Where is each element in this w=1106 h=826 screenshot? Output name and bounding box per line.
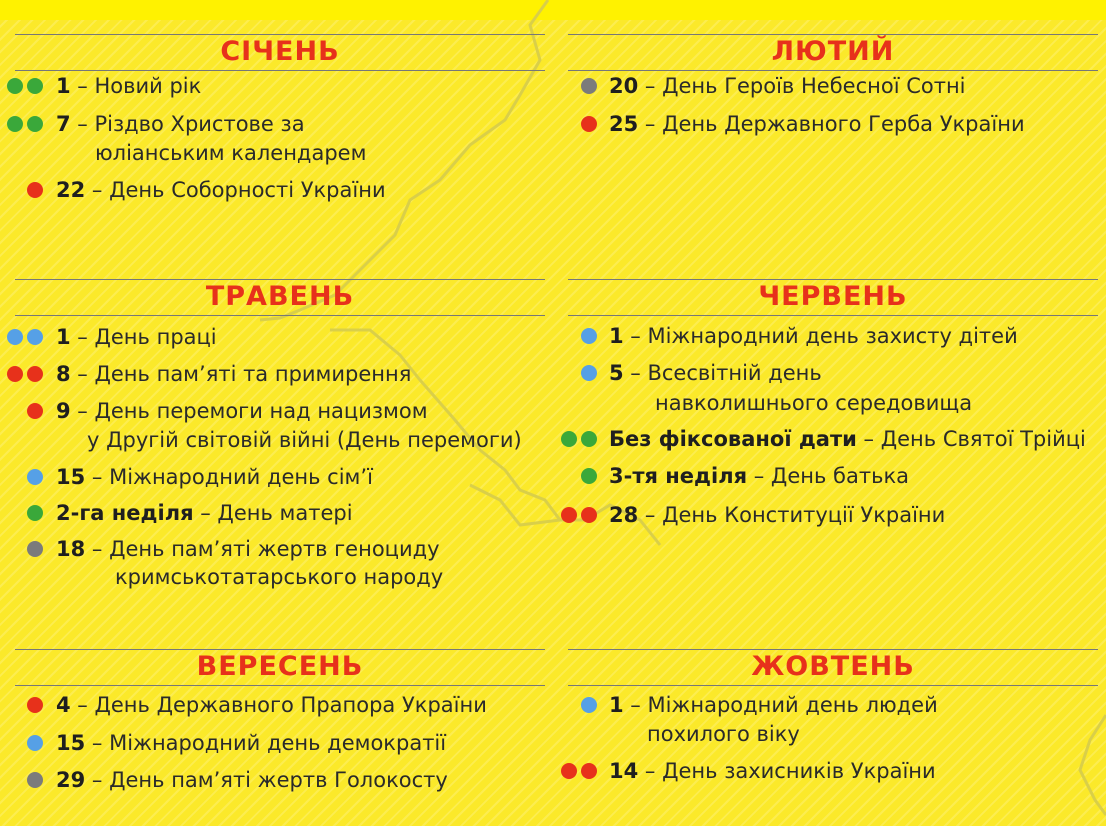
month-title: ЧЕРВЕНЬ xyxy=(758,281,908,312)
holiday-name: – Новий рік xyxy=(70,74,202,98)
holiday-date: Без фіксованої дати xyxy=(609,427,857,451)
holiday-name: – День батька xyxy=(747,464,910,488)
holiday-date: 15 xyxy=(56,465,86,489)
color-dot xyxy=(581,78,597,94)
divider xyxy=(15,70,545,71)
holiday-name: – Різдво Христове за xyxy=(70,112,305,136)
holiday-name: – Міжнародний день людей xyxy=(623,693,938,717)
color-dot xyxy=(581,431,597,447)
holiday-entry xyxy=(56,463,373,492)
divider xyxy=(15,315,545,316)
color-dot xyxy=(581,763,597,779)
color-dot xyxy=(27,735,43,751)
holiday-name: – День захисників України xyxy=(638,759,936,783)
color-dot xyxy=(561,763,577,779)
month-section-september xyxy=(15,649,545,686)
holiday-date: 1 xyxy=(609,693,624,717)
color-dot xyxy=(581,507,597,523)
holiday-date: 18 xyxy=(56,537,86,561)
divider xyxy=(15,649,545,650)
holiday-entry xyxy=(609,501,945,530)
color-dot xyxy=(581,697,597,713)
holiday-entry xyxy=(56,72,201,101)
holiday-entry xyxy=(609,691,938,720)
top-bar xyxy=(0,0,1106,20)
holiday-name: – День матері xyxy=(193,501,353,525)
holiday-entry xyxy=(609,425,1086,454)
holiday-date: 22 xyxy=(56,178,86,202)
holiday-date: 28 xyxy=(609,503,639,527)
holiday-entry xyxy=(56,397,428,426)
month-section-may xyxy=(15,279,545,316)
divider xyxy=(568,279,1098,280)
holiday-date: 15 xyxy=(56,731,86,755)
holiday-entry xyxy=(56,729,446,758)
holiday-name-continuation: у Другій світовій війні (День перемоги) xyxy=(87,428,522,452)
holiday-entry xyxy=(56,360,411,389)
color-dot xyxy=(581,116,597,132)
month-title: ЖОВТЕНЬ xyxy=(751,651,915,682)
color-dot xyxy=(27,541,43,557)
holiday-date: 4 xyxy=(56,693,71,717)
color-dot xyxy=(27,366,43,382)
holiday-entry xyxy=(609,72,966,101)
holiday-date: 3-тя неділя xyxy=(609,464,748,488)
month-section-january xyxy=(15,34,545,71)
color-dot xyxy=(7,329,23,345)
holiday-name: – День пам’яті жертв Голокосту xyxy=(85,768,448,792)
holiday-entry xyxy=(56,176,386,205)
holiday-name: – День Державного Прапора України xyxy=(70,693,487,717)
month-title: ТРАВЕНЬ xyxy=(205,281,355,312)
holiday-name: – День Державного Герба України xyxy=(638,112,1025,136)
month-title: СІЧЕНЬ xyxy=(220,36,340,67)
holiday-date: 9 xyxy=(56,399,71,423)
divider xyxy=(568,70,1098,71)
color-dot xyxy=(7,116,23,132)
color-dot xyxy=(27,505,43,521)
color-dot xyxy=(581,468,597,484)
holiday-name-continuation: похилого віку xyxy=(647,722,800,746)
holiday-entry xyxy=(56,535,440,564)
holiday-date: 1 xyxy=(609,324,624,348)
holiday-entry xyxy=(609,462,909,491)
holiday-date: 1 xyxy=(56,325,71,349)
holiday-date: 20 xyxy=(609,74,639,98)
holiday-name: – День Святої Трійці xyxy=(856,427,1086,451)
color-dot xyxy=(7,366,23,382)
holiday-name-continuation: кримськотатарського народу xyxy=(115,565,444,589)
divider xyxy=(15,34,545,35)
color-dot xyxy=(27,329,43,345)
holiday-name-continuation: навколишнього середовища xyxy=(655,391,973,415)
holiday-date: 7 xyxy=(56,112,71,136)
divider xyxy=(568,685,1098,686)
divider xyxy=(15,685,545,686)
color-dot xyxy=(27,78,43,94)
holiday-name: – Міжнародний день демократії xyxy=(85,731,447,755)
holiday-entry xyxy=(56,766,448,795)
holiday-name-continuation: юліанським календарем xyxy=(95,141,367,165)
month-section-june xyxy=(568,279,1098,316)
holiday-date: 14 xyxy=(609,759,639,783)
divider xyxy=(568,34,1098,35)
holiday-entry xyxy=(609,359,822,388)
holiday-entry xyxy=(56,499,353,528)
holiday-date: 1 xyxy=(56,74,71,98)
holiday-name: – Міжнародний день захисту дітей xyxy=(623,324,1018,348)
holiday-date: 5 xyxy=(609,361,624,385)
holiday-entry xyxy=(609,110,1025,139)
divider xyxy=(15,279,545,280)
color-dot xyxy=(581,328,597,344)
color-dot xyxy=(561,431,577,447)
color-dot xyxy=(27,697,43,713)
month-section-october xyxy=(568,649,1098,686)
month-title: ЛЮТИЙ xyxy=(771,36,895,67)
divider xyxy=(568,649,1098,650)
holiday-entry xyxy=(56,691,487,720)
color-dot xyxy=(27,772,43,788)
divider xyxy=(568,315,1098,316)
color-dot xyxy=(27,182,43,198)
holiday-name: – День Соборності України xyxy=(85,178,386,202)
color-dot xyxy=(27,469,43,485)
holiday-name: – День Конституції України xyxy=(638,503,946,527)
holiday-name: – День праці xyxy=(70,325,217,349)
holiday-entry xyxy=(609,757,936,786)
color-dot xyxy=(581,365,597,381)
holiday-name: – День Героїв Небесної Сотні xyxy=(638,74,966,98)
color-dot xyxy=(561,507,577,523)
holiday-name: – День перемоги над нацизмом xyxy=(70,399,428,423)
color-dot xyxy=(7,78,23,94)
holiday-name: – День пам’яті жертв геноциду xyxy=(85,537,440,561)
holiday-name: – Всесвітній день xyxy=(623,361,822,385)
holiday-name: – Міжнародний день сім’ї xyxy=(85,465,373,489)
holiday-entry xyxy=(609,322,1018,351)
holiday-date: 2-га неділя xyxy=(56,501,194,525)
month-section-february xyxy=(568,34,1098,71)
holiday-date: 8 xyxy=(56,362,71,386)
month-title: ВЕРЕСЕНЬ xyxy=(196,651,364,682)
color-dot xyxy=(27,116,43,132)
holiday-name: – День пам’яті та примирення xyxy=(70,362,412,386)
holiday-date: 29 xyxy=(56,768,86,792)
holiday-date: 25 xyxy=(609,112,639,136)
holiday-entry xyxy=(56,110,305,139)
color-dot xyxy=(27,403,43,419)
holiday-entry xyxy=(56,323,217,352)
